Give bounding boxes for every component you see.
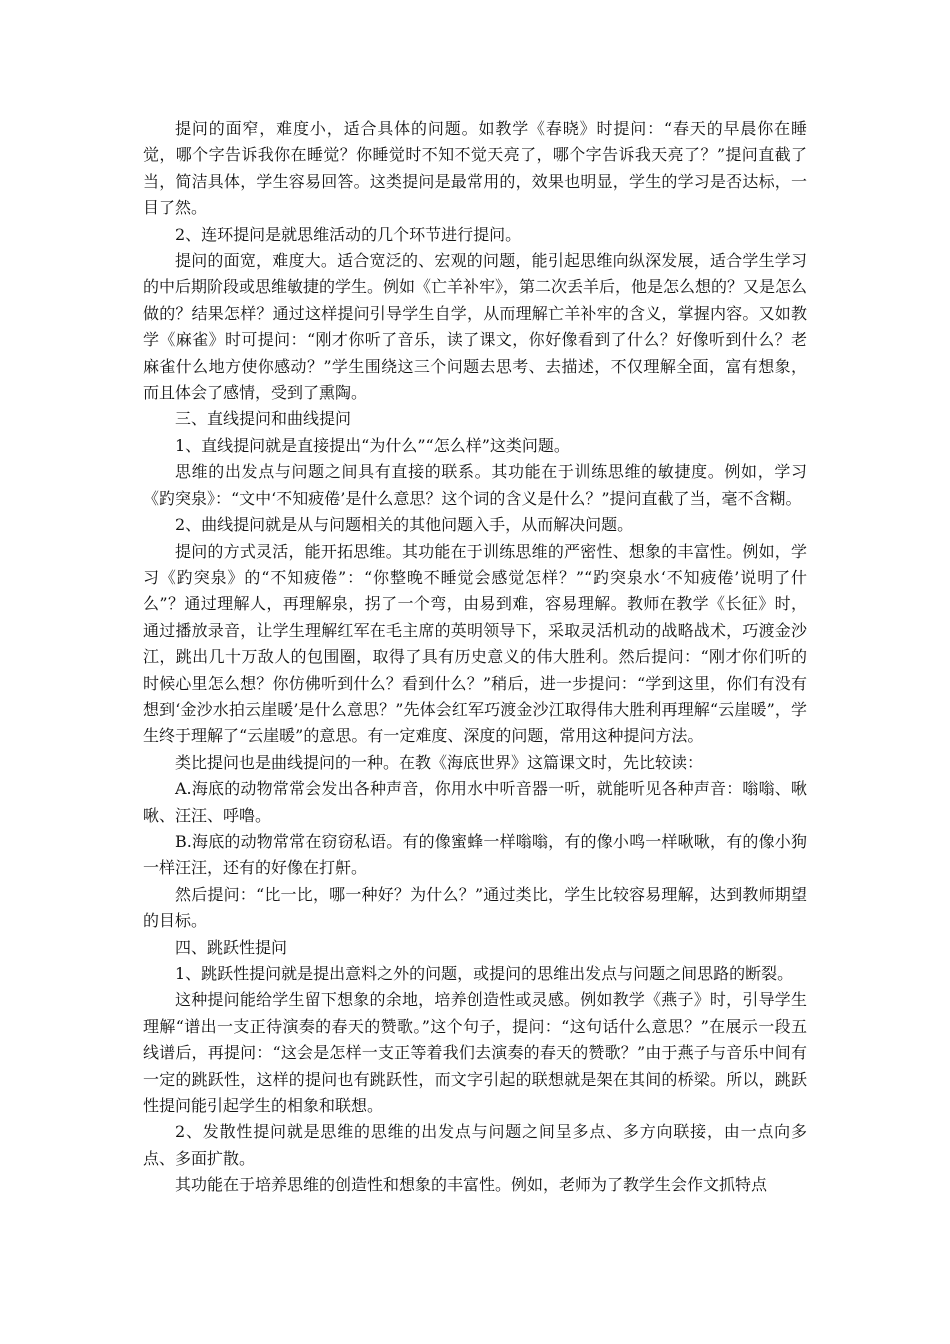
paragraph: B.海底的动物常常在窃窃私语。有的像蜜蜂一样嗡嗡，有的像小鸣一样啾啾，有的像小狗一样汪汪，还有的好像在打鼾。 [143,831,807,878]
paragraph: 2、发散性提问就是思维的思维的出发点与问题之间呈多点、多方向联接，由一点向多点、多面扩散。 [143,1122,807,1168]
paragraph: 这种提问能给学生留下想象的余地，培养创造性或灵感。例如教学《燕子》时，引导学生理解“谱出一支正待演奏的春天的赞歌。”这个句子，提问：“这句话什么意思？”在展示一段五线谱后，再提问：“这会是怎样一支正等着我们去演奏的春天的赞歌？”由于燕子与音乐中间有一定的跳跃性，这样的提问也有跳跃性，而文字引起的联想就是架在其间的桥梁。所以，跳跃性提问能引起学生的相象和联想。 [143,990,807,1116]
paragraph: 其功能在于培养思维的创造性和想象的丰富性。例如，老师为了教学生会作文抓特点 [175,1175,768,1195]
paragraph: 提问的面窄，难度小，适合具体的问题。如教学《春晓》时提问：“春天的早晨你在睡觉，哪个字告诉我你在睡觉？你睡觉时不知不觉天亮了，哪个字告诉我天亮了？”提问直截了当，简洁具体，学生容易回答。这类提问是最常用的，效果也明显，学生的学习是否达标，一目了然。 [143,119,807,218]
paragraph: 提问的方式灵活，能开拓思维。其功能在于训练思维的严密性、想象的丰富性。例如，学习《趵突泉》的“不知疲倦”：“你整晚不睡觉会感觉怎样？”“趵突泉水‘不知疲倦’说明了什么”？通过理解人，再理解泉，拐了一个弯，由易到难，容易理解。教师在教学《长征》时，通过播放录音，让学生理解红军在毛主席的英明领导下，采取灵活机动的战略战术，巧渡金沙江，跳出几十万敌人的包围圈，取得了具有历史意义的伟大胜利。然后提问：“刚才你们听的时候心里怎么想？你仿佛听到什么？看到什么？”稍后，进一步提问：“学到这里，你们有没有想到‘金沙水拍云崖暖’是什么意思？”先体会红军巧渡金沙江取得伟大胜利再理解“云崖暖”，学生终于理解了“云崖暖”的意思。有一定难度、深度的问题，常用这种提问方法。 [143,541,807,746]
section-heading: 三、直线提问和曲线提问 [175,409,352,429]
paragraph: 然后提问：“比一比，哪一种好？为什么？”通过类比，学生比较容易理解，达到教师期望的目标。 [143,884,807,931]
paragraph: 1、跳跃性提问就是提出意料之外的问题，或提问的思维出发点与问题之间思路的断裂。 [175,964,794,983]
paragraph: 思维的出发点与问题之间具有直接的联系。其功能在于训练思维的敏捷度。例如，学习《趵突泉》：“文中‘不知疲倦’是什么意思？这个词的含义是什么？”提问直截了当，毫不含糊。 [143,462,807,508]
section-heading: 四、跳跃性提问 [175,937,288,957]
document-page [143,116,807,1199]
paragraph: 类比提问也是曲线提问的一种。在教《海底世界》这篇课文时，先比较读： [175,752,704,772]
paragraph: 1、直线提问就是直接提出“为什么”“怎么样”这类问题。 [175,435,570,455]
paragraph: 2、曲线提问就是从与问题相关的其他问题入手，从而解决问题。 [175,515,634,535]
paragraph: A.海底的动物常常会发出各种声音，你用水中听音器一听，就能听见各种声音：嗡嗡、啾啾、汪汪、呼噜。 [143,779,807,825]
paragraph: 提问的面宽，难度大。适合宽泛的、宏观的问题，能引起思维向纵深发展，适合学生学习的中后期阶段或思维敏捷的学生。例如《亡羊补牢》，第二次丢羊后，他是怎么想的？又是怎么做的？结果怎样？通过这样提问引导学生自学，从而理解亡羊补牢的含义，掌握内容。又如教学《麻雀》时可提问：“刚才你听了音乐，读了课文，你好像看到了什么？好像听到什么？老麻雀什么地方使你感动？”学生围绕这三个问题去思考、去描述，不仅理解全面，富有想象，而且体会了感情，受到了熏陶。 [143,251,808,403]
paragraph: 2、连环提问是就思维活动的几个环节进行提问。 [175,224,522,244]
